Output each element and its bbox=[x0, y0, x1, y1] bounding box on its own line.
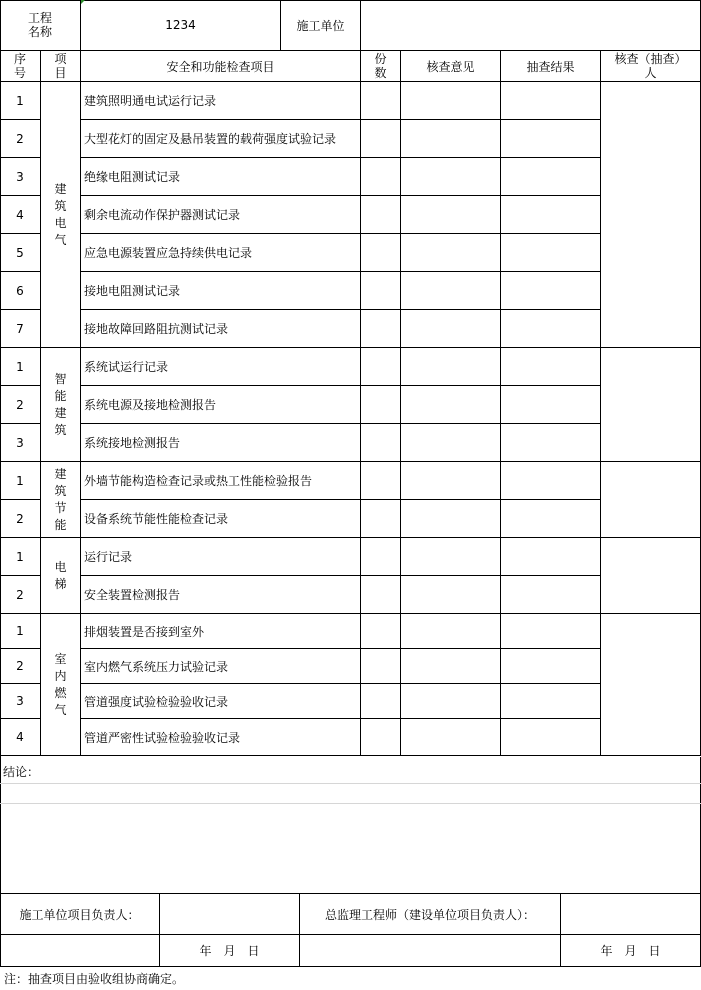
row-seq: 4 bbox=[0, 196, 41, 234]
result-field[interactable] bbox=[501, 500, 601, 538]
group-name-text: 智能建筑 bbox=[54, 371, 67, 437]
result-field[interactable] bbox=[501, 614, 601, 649]
check-item-text: 外墙节能构造检查记录或热工性能检验报告 bbox=[81, 462, 361, 500]
row-seq: 2 bbox=[0, 120, 41, 158]
opinion-field[interactable] bbox=[401, 462, 501, 500]
row-seq: 1 bbox=[0, 614, 41, 649]
row-seq: 5 bbox=[0, 234, 41, 272]
result-field[interactable] bbox=[501, 348, 601, 386]
check-item-text: 系统电源及接地检测报告 bbox=[81, 386, 361, 424]
copies-field[interactable] bbox=[361, 576, 401, 614]
contractor-date-blank bbox=[0, 935, 160, 967]
gridline bbox=[0, 783, 701, 784]
contractor-signature-field[interactable] bbox=[160, 894, 300, 935]
copies-field[interactable] bbox=[361, 462, 401, 500]
contractor-signature-label: 施工单位项目负责人： bbox=[0, 894, 160, 935]
column-header-result: 抽查结果 bbox=[501, 51, 601, 82]
copies-field[interactable] bbox=[361, 158, 401, 196]
result-field[interactable] bbox=[501, 649, 601, 684]
supervisor-date-blank bbox=[300, 935, 561, 967]
supervisor-signature-label: 总监理工程师（建设单位项目负责人）： bbox=[300, 894, 561, 935]
copies-field[interactable] bbox=[361, 719, 401, 756]
row-seq: 1 bbox=[0, 462, 41, 500]
copies-field[interactable] bbox=[361, 310, 401, 348]
opinion-field[interactable] bbox=[401, 684, 501, 719]
copies-field[interactable] bbox=[361, 649, 401, 684]
construction-unit-value[interactable] bbox=[361, 0, 701, 51]
result-field[interactable] bbox=[501, 272, 601, 310]
opinion-field[interactable] bbox=[401, 386, 501, 424]
footnote: 注：抽查项目由验收组协商确定。 bbox=[4, 972, 185, 986]
supervisor-signature-field[interactable] bbox=[561, 894, 701, 935]
result-field[interactable] bbox=[501, 719, 601, 756]
check-item-text: 建筑照明通电试运行记录 bbox=[81, 82, 361, 120]
construction-unit-label: 施工单位 bbox=[281, 0, 361, 51]
check-item-text: 设备系统节能性能检查记录 bbox=[81, 500, 361, 538]
result-field[interactable] bbox=[501, 386, 601, 424]
row-seq: 6 bbox=[0, 272, 41, 310]
contractor-date[interactable]: 年 月 日 bbox=[160, 935, 300, 967]
checker-field[interactable] bbox=[601, 462, 701, 538]
copies-field[interactable] bbox=[361, 614, 401, 649]
project-name-value[interactable]: 1234 bbox=[81, 0, 281, 51]
row-seq: 2 bbox=[0, 500, 41, 538]
group-name bbox=[41, 82, 81, 348]
column-header-check-item: 安全和功能检查项目 bbox=[81, 51, 361, 82]
row-seq: 2 bbox=[0, 386, 41, 424]
check-item-text: 大型花灯的固定及悬吊装置的载荷强度试验记录 bbox=[81, 120, 361, 158]
copies-field[interactable] bbox=[361, 272, 401, 310]
copies-field[interactable] bbox=[361, 500, 401, 538]
opinion-field[interactable] bbox=[401, 272, 501, 310]
check-item-text: 应急电源装置应急持续供电记录 bbox=[81, 234, 361, 272]
group-name-text: 建筑节能 bbox=[54, 466, 67, 532]
opinion-field[interactable] bbox=[401, 158, 501, 196]
copies-field[interactable] bbox=[361, 82, 401, 120]
check-item-text: 绝缘电阻测试记录 bbox=[81, 158, 361, 196]
row-seq: 3 bbox=[0, 424, 41, 462]
row-seq: 3 bbox=[0, 158, 41, 196]
opinion-field[interactable] bbox=[401, 538, 501, 576]
opinion-field[interactable] bbox=[401, 348, 501, 386]
check-item-text: 排烟装置是否接到室外 bbox=[81, 614, 361, 649]
check-item-text: 安全装置检测报告 bbox=[81, 576, 361, 614]
checker-field[interactable] bbox=[601, 82, 701, 348]
row-seq: 1 bbox=[0, 82, 41, 120]
opinion-field[interactable] bbox=[401, 719, 501, 756]
copies-field[interactable] bbox=[361, 424, 401, 462]
group-name-text: 室内燃气 bbox=[54, 651, 67, 717]
check-item-text: 系统试运行记录 bbox=[81, 348, 361, 386]
result-field[interactable] bbox=[501, 576, 601, 614]
conclusion-label: 结论： bbox=[3, 765, 40, 779]
check-item-text: 接地故障回路阻抗测试记录 bbox=[81, 310, 361, 348]
opinion-field[interactable] bbox=[401, 196, 501, 234]
checker-field[interactable] bbox=[601, 614, 701, 756]
opinion-field[interactable] bbox=[401, 649, 501, 684]
copies-field[interactable] bbox=[361, 538, 401, 576]
opinion-field[interactable] bbox=[401, 82, 501, 120]
check-item-text: 剩余电流动作保护器测试记录 bbox=[81, 196, 361, 234]
check-item-text: 室内燃气系统压力试验记录 bbox=[81, 649, 361, 684]
check-item-text: 运行记录 bbox=[81, 538, 361, 576]
group-name bbox=[41, 538, 81, 614]
conclusion-area[interactable] bbox=[0, 757, 701, 894]
result-field[interactable] bbox=[501, 120, 601, 158]
result-field[interactable] bbox=[501, 158, 601, 196]
row-seq: 7 bbox=[0, 310, 41, 348]
opinion-field[interactable] bbox=[401, 500, 501, 538]
group-name-text: 建筑电气 bbox=[54, 181, 67, 247]
check-item-text: 接地电阻测试记录 bbox=[81, 272, 361, 310]
checker-field[interactable] bbox=[601, 348, 701, 462]
column-header-copies: 份数 bbox=[361, 51, 401, 82]
row-seq: 1 bbox=[0, 348, 41, 386]
result-field[interactable] bbox=[501, 196, 601, 234]
row-seq: 1 bbox=[0, 538, 41, 576]
opinion-field[interactable] bbox=[401, 310, 501, 348]
column-header-seq: 序号 bbox=[0, 51, 41, 82]
copies-field[interactable] bbox=[361, 348, 401, 386]
supervisor-date[interactable]: 年 月 日 bbox=[561, 935, 701, 967]
row-seq: 4 bbox=[0, 719, 41, 756]
check-item-text: 系统接地检测报告 bbox=[81, 424, 361, 462]
result-field[interactable] bbox=[501, 684, 601, 719]
copies-field[interactable] bbox=[361, 120, 401, 158]
group-name bbox=[41, 614, 81, 756]
row-seq: 2 bbox=[0, 576, 41, 614]
check-item-text: 管道严密性试验检验验收记录 bbox=[81, 719, 361, 756]
result-field[interactable] bbox=[501, 82, 601, 120]
result-field[interactable] bbox=[501, 234, 601, 272]
opinion-field[interactable] bbox=[401, 614, 501, 649]
gridline bbox=[0, 803, 701, 804]
opinion-field[interactable] bbox=[401, 424, 501, 462]
group-name bbox=[41, 462, 81, 538]
column-header-checker: 核查（抽查）人 bbox=[601, 51, 701, 82]
row-seq: 2 bbox=[0, 649, 41, 684]
result-field[interactable] bbox=[501, 310, 601, 348]
group-name bbox=[41, 348, 81, 462]
check-item-text: 管道强度试验检验验收记录 bbox=[81, 684, 361, 719]
column-header-opinion: 核查意见 bbox=[401, 51, 501, 82]
result-field[interactable] bbox=[501, 462, 601, 500]
copies-field[interactable] bbox=[361, 684, 401, 719]
copies-field[interactable] bbox=[361, 196, 401, 234]
result-field[interactable] bbox=[501, 424, 601, 462]
column-header-item: 项目 bbox=[41, 51, 81, 82]
opinion-field[interactable] bbox=[401, 576, 501, 614]
opinion-field[interactable] bbox=[401, 120, 501, 158]
opinion-field[interactable] bbox=[401, 234, 501, 272]
project-name-label: 工程名称 bbox=[0, 0, 81, 51]
copies-field[interactable] bbox=[361, 386, 401, 424]
copies-field[interactable] bbox=[361, 234, 401, 272]
row-seq: 3 bbox=[0, 684, 41, 719]
result-field[interactable] bbox=[501, 538, 601, 576]
checker-field[interactable] bbox=[601, 538, 701, 614]
group-name-text: 电梯 bbox=[54, 559, 67, 591]
